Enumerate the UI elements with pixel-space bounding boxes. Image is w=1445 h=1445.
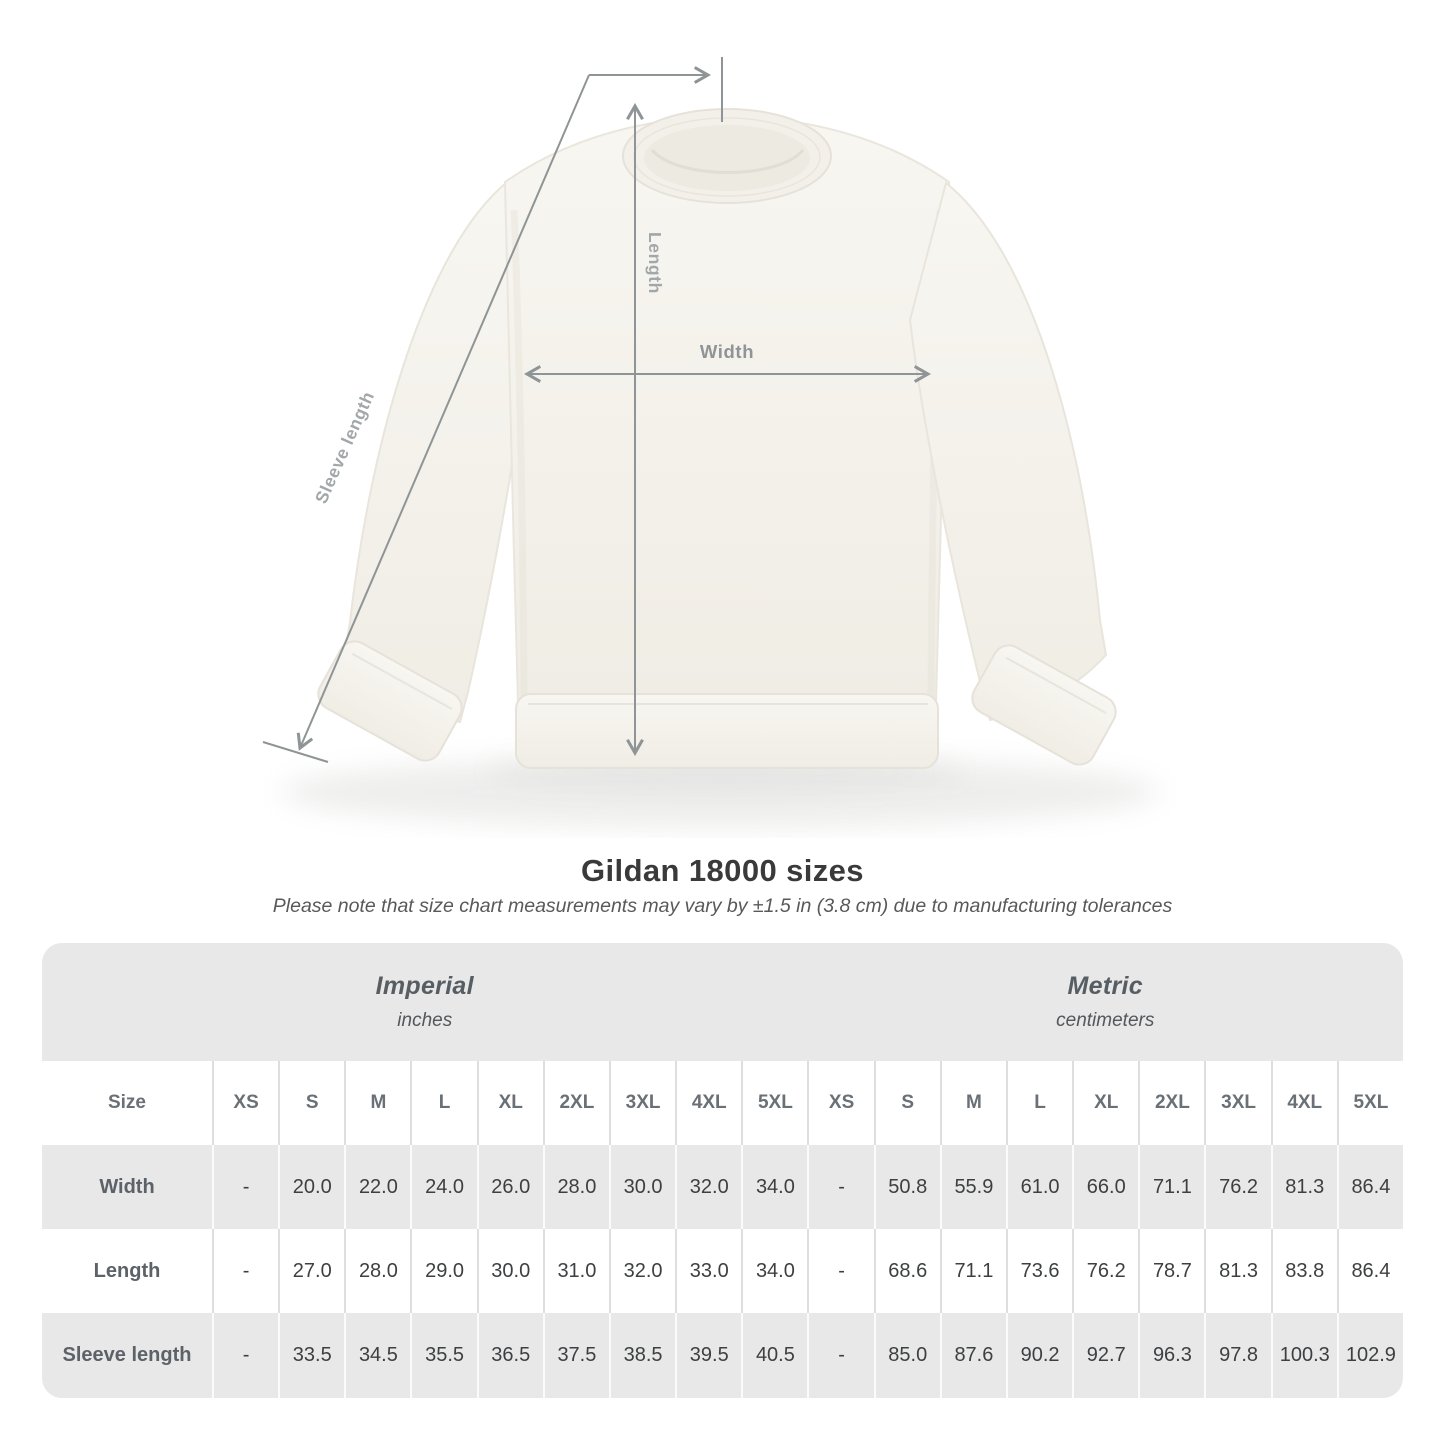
size-chart-table [42, 943, 1403, 1398]
value-cell: 34.0 [741, 1145, 807, 1229]
col-header: L [1006, 1061, 1072, 1145]
collar-inner [644, 125, 810, 191]
value-cell: 50.8 [874, 1145, 940, 1229]
value-cell: 31.0 [543, 1229, 609, 1313]
row-label: Sleeve length [62, 1344, 192, 1366]
col-header: 2XL [543, 1061, 609, 1145]
value-cell: 78.7 [1138, 1229, 1204, 1313]
value-cell: 27.0 [278, 1229, 344, 1313]
value-cell: 100.3 [1271, 1313, 1337, 1398]
value-cell: 29.0 [410, 1229, 476, 1313]
value-cell: 83.8 [1271, 1229, 1337, 1313]
value-cell: 38.5 [609, 1313, 675, 1398]
col-header: XS [212, 1061, 278, 1145]
page-title: Gildan 18000 sizes [581, 853, 864, 888]
value-cell: - [212, 1229, 278, 1313]
value-cell: 34.0 [741, 1229, 807, 1313]
right-sleeve [910, 183, 1106, 720]
value-cell: 40.5 [741, 1313, 807, 1398]
value-cell: 26.0 [477, 1145, 543, 1229]
value-cell: 20.0 [278, 1145, 344, 1229]
col-header: 4XL [675, 1061, 741, 1145]
value-cell: 68.6 [874, 1229, 940, 1313]
metric-unit-group [808, 943, 1404, 1061]
col-header: 5XL [741, 1061, 807, 1145]
value-cell: 85.0 [874, 1313, 940, 1398]
value-cell: 28.0 [543, 1145, 609, 1229]
value-cell: 24.0 [410, 1145, 476, 1229]
value-cell: - [212, 1313, 278, 1398]
col-header: S [874, 1061, 940, 1145]
col-header: 3XL [1204, 1061, 1270, 1145]
value-cell: - [807, 1229, 873, 1313]
value-cell: 76.2 [1204, 1145, 1270, 1229]
table-row-sleeve-length [42, 1313, 1403, 1398]
imperial-label: Imperial [375, 972, 474, 1000]
metric-label: Metric [1067, 972, 1143, 1000]
value-cell: 37.5 [543, 1313, 609, 1398]
value-cell: 81.3 [1204, 1229, 1270, 1313]
value-cell: 36.5 [477, 1313, 543, 1398]
row-label: Width [99, 1175, 155, 1198]
value-cell: 22.0 [344, 1145, 410, 1229]
imperial-unit: inches [397, 1010, 453, 1031]
width-measure-label: Width [699, 341, 755, 362]
table-row-width [42, 1145, 1403, 1229]
value-cell: 87.6 [940, 1313, 1006, 1398]
col-header: S [278, 1061, 344, 1145]
value-cell: 71.1 [1138, 1145, 1204, 1229]
col-header: 4XL [1271, 1061, 1337, 1145]
waistband [516, 694, 938, 768]
col-header: XS [807, 1061, 873, 1145]
value-cell: 28.0 [344, 1229, 410, 1313]
cuff-tick [263, 742, 328, 762]
value-cell: 96.3 [1138, 1313, 1204, 1398]
value-cell: 71.1 [940, 1229, 1006, 1313]
value-cell: 30.0 [477, 1229, 543, 1313]
metric-unit: centimeters [1056, 1010, 1155, 1031]
col-header: XL [1072, 1061, 1138, 1145]
value-cell: 30.0 [609, 1145, 675, 1229]
value-cell: 33.5 [278, 1313, 344, 1398]
col-header: 5XL [1337, 1061, 1403, 1145]
value-cell: 33.0 [675, 1229, 741, 1313]
value-cell: 55.9 [940, 1145, 1006, 1229]
value-cell: 97.8 [1204, 1313, 1270, 1398]
value-cell: - [212, 1145, 278, 1229]
value-cell: 102.9 [1337, 1313, 1403, 1398]
value-cell: 92.7 [1072, 1313, 1138, 1398]
value-cell: 61.0 [1006, 1145, 1072, 1229]
value-cell: - [807, 1313, 873, 1398]
size-header-cell: Size [107, 1092, 147, 1113]
sleeve-length-measure-label: Sleeve length [310, 388, 379, 507]
col-header: M [344, 1061, 410, 1145]
value-cell: 66.0 [1072, 1145, 1138, 1229]
value-cell: 73.6 [1006, 1229, 1072, 1313]
value-cell: 86.4 [1337, 1145, 1403, 1229]
value-cell: 86.4 [1337, 1229, 1403, 1313]
length-measure-label: Length [645, 232, 665, 294]
col-header: 3XL [609, 1061, 675, 1145]
units-header-band [42, 943, 1403, 1061]
value-cell: - [807, 1145, 873, 1229]
col-header: 2XL [1138, 1061, 1204, 1145]
row-label: Length [93, 1259, 161, 1282]
col-header: M [940, 1061, 1006, 1145]
col-header: L [410, 1061, 476, 1145]
value-cell: 76.2 [1072, 1229, 1138, 1313]
value-cell: 32.0 [609, 1229, 675, 1313]
col-header: XL [477, 1061, 543, 1145]
value-cell: 39.5 [675, 1313, 741, 1398]
value-cell: 90.2 [1006, 1313, 1072, 1398]
table-row-length [42, 1229, 1403, 1313]
value-cell: 35.5 [410, 1313, 476, 1398]
value-cell: 32.0 [675, 1145, 741, 1229]
tolerance-note: Please note that size chart measurements may vary by ±1.5 in (3.8 cm) due to manufacturing tolerances [272, 895, 1173, 917]
value-cell: 34.5 [344, 1313, 410, 1398]
size-header-row [42, 1061, 1403, 1145]
value-cell: 81.3 [1271, 1145, 1337, 1229]
imperial-unit-group [42, 943, 808, 1061]
